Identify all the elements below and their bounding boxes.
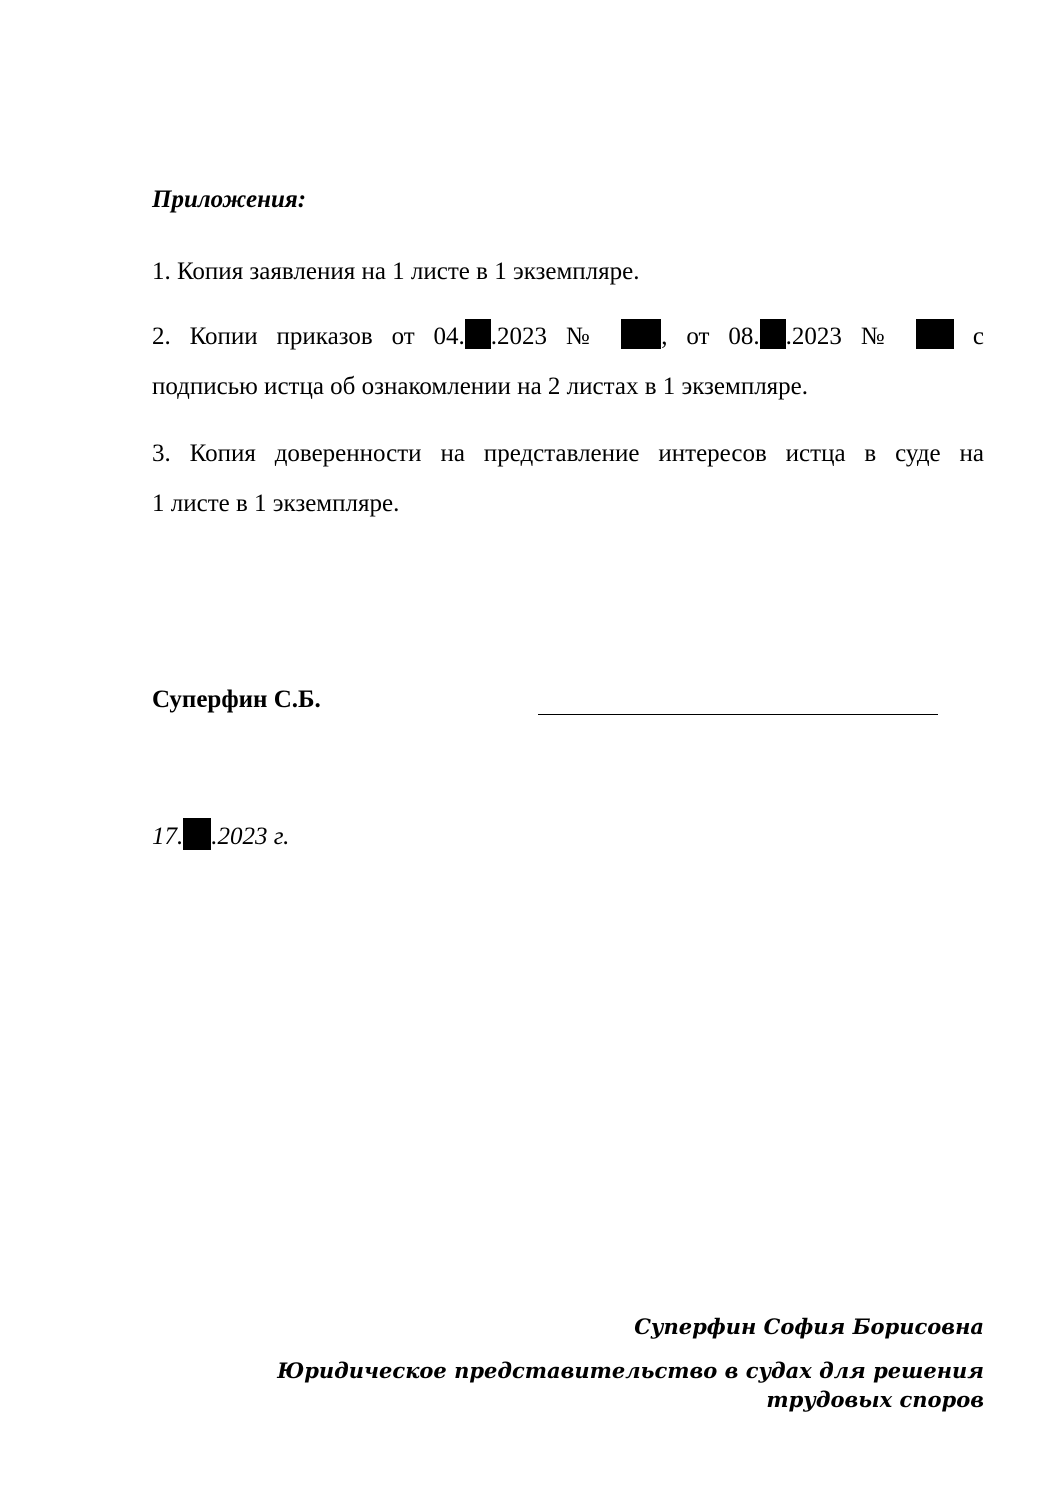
redaction-block — [183, 818, 211, 850]
attachment-item-2 — [152, 312, 984, 412]
signature-line — [538, 714, 938, 715]
date-suffix: .2023 г. — [211, 823, 290, 850]
attachments-heading: Приложения: — [152, 186, 307, 213]
footer-tagline: Юридическое представительство в судах для решения трудовых споров — [277, 1358, 984, 1412]
attachment-item-1-text: 1. Копия заявления на 1 листе в 1 экземпляре. — [152, 258, 640, 285]
attachment-item-3 — [152, 429, 984, 529]
document-date — [152, 818, 289, 851]
item2-text-e: с — [972, 323, 985, 350]
attachment-item-1 — [152, 247, 984, 297]
redaction-block — [621, 319, 661, 349]
redaction-block — [465, 319, 491, 349]
item2-text-d: .2023 № — [785, 323, 898, 350]
attachment-item-2-line-1 — [152, 312, 984, 362]
footer — [184, 1312, 984, 1414]
attachment-item-2-line-2: подписью истца об ознакомлении на 2 листах в 1 экземпляре. — [152, 373, 809, 400]
attachment-item-3-line-1: 3. Копия доверенности на представление интересов истца в суде на — [152, 440, 984, 467]
date-prefix: 17. — [152, 823, 184, 850]
item2-text-a: 2. Копии приказов от 04. — [152, 323, 465, 350]
footer-name: Суперфин София Борисовна — [634, 1314, 984, 1339]
signatory-name: Суперфин С.Б. — [152, 686, 321, 713]
item2-text-b: .2023 № — [490, 323, 603, 350]
redaction-block — [916, 319, 954, 349]
item2-text-c: , от 08. — [661, 323, 760, 350]
redaction-block — [760, 319, 786, 349]
attachment-item-3-line-2: 1 листе в 1 экземпляре. — [152, 490, 400, 517]
